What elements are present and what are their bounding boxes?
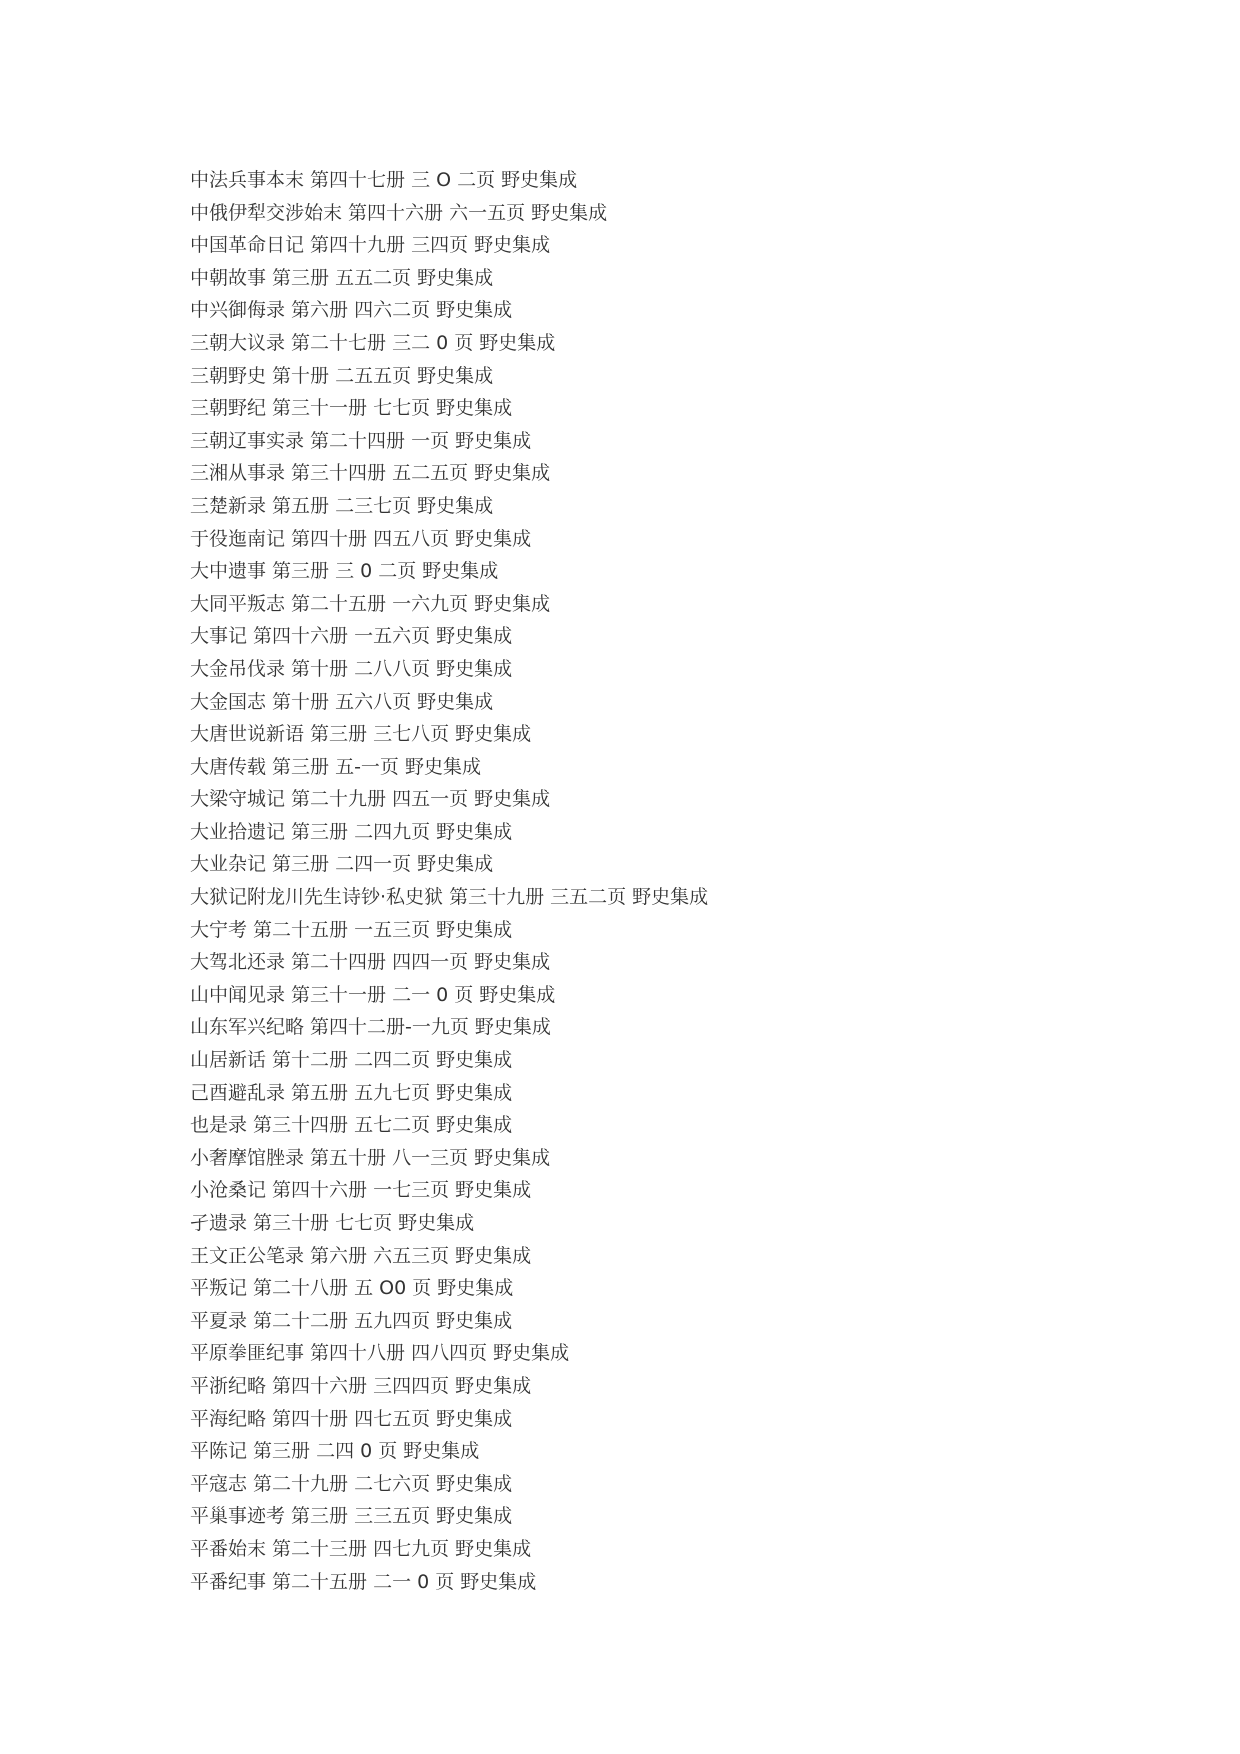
list-item: 三朝辽事实录 第二十四册 一页 野史集成 bbox=[190, 429, 532, 452]
list-item: 平寇志 第二十九册 二七六页 野史集成 bbox=[190, 1472, 513, 1495]
list-item: 大唐世说新语 第三册 三七八页 野史集成 bbox=[190, 723, 532, 746]
list-item: 三朝大议录 第二十七册 三二 0 页 野史集成 bbox=[190, 331, 556, 354]
list-item: 大中遗事 第三册 三 0 二页 野史集成 bbox=[190, 560, 499, 583]
entry-list bbox=[190, 164, 1190, 1598]
list-item: 大金吊伐录 第十册 二八八页 野史集成 bbox=[190, 657, 513, 680]
list-item: 于役迤南记 第四十册 四五八页 野史集成 bbox=[190, 527, 532, 550]
list-item: 大梁守城记 第二十九册 四五一页 野史集成 bbox=[190, 788, 551, 811]
list-item: 王文正公笔录 第六册 六五三页 野史集成 bbox=[190, 1244, 532, 1267]
list-item: 大宁考 第二十五册 一五三页 野史集成 bbox=[190, 918, 513, 941]
list-item: 三朝野纪 第三十一册 七七页 野史集成 bbox=[190, 397, 513, 420]
list-item: 平叛记 第二十八册 五 O0 页 野史集成 bbox=[190, 1277, 514, 1300]
list-item: 中兴御侮录 第六册 四六二页 野史集成 bbox=[190, 299, 513, 322]
list-item: 三朝野史 第十册 二五五页 野史集成 bbox=[190, 364, 494, 387]
list-item: 平浙纪略 第四十六册 三四四页 野史集成 bbox=[190, 1374, 532, 1397]
list-item: 平巢事迹考 第三册 三三五页 野史集成 bbox=[190, 1505, 513, 1528]
list-item: 大唐传载 第三册 五-一页 野史集成 bbox=[190, 755, 481, 778]
list-item: 平原拳匪纪事 第四十八册 四八四页 野史集成 bbox=[190, 1342, 570, 1365]
list-item: 三湘从事录 第三十四册 五二五页 野史集成 bbox=[190, 462, 551, 485]
list-item: 中朝故事 第三册 五五二页 野史集成 bbox=[190, 266, 494, 289]
list-item: 三楚新录 第五册 二三七页 野史集成 bbox=[190, 494, 494, 517]
list-item: 平夏录 第二十二册 五九四页 野史集成 bbox=[190, 1309, 513, 1332]
list-item: 中国革命日记 第四十九册 三四页 野史集成 bbox=[190, 234, 551, 257]
list-item: 大狱记附龙川先生诗钞·私史狱 第三十九册 三五二页 野史集成 bbox=[190, 886, 709, 909]
list-item: 中法兵事本末 第四十七册 三 O 二页 野史集成 bbox=[190, 169, 578, 191]
list-item: 大业杂记 第三册 二四一页 野史集成 bbox=[190, 853, 494, 876]
list-item: 山东军兴纪略 第四十二册-一九页 野史集成 bbox=[190, 1016, 551, 1039]
list-item: 小沧桑记 第四十六册 一七三页 野史集成 bbox=[190, 1179, 532, 1202]
list-item: 孑遗录 第三十册 七七页 野史集成 bbox=[190, 1212, 475, 1234]
list-item: 大驾北还录 第二十四册 四四一页 野史集成 bbox=[190, 951, 551, 974]
list-item: 也是录 第三十四册 五七二页 野史集成 bbox=[190, 1114, 513, 1137]
list-item: 小奢摩馆脞录 第五十册 八一三页 野史集成 bbox=[190, 1146, 551, 1169]
list-item: 山中闻见录 第三十一册 二一 0 页 野史集成 bbox=[190, 983, 556, 1006]
list-item: 平番始末 第二十三册 四七九页 野史集成 bbox=[190, 1537, 532, 1560]
list-item: 己酉避乱录 第五册 五九七页 野史集成 bbox=[190, 1081, 513, 1104]
list-item: 平番纪事 第二十五册 二一 0 页 野史集成 bbox=[190, 1570, 537, 1593]
list-item: 大事记 第四十六册 一五六页 野史集成 bbox=[190, 625, 513, 648]
list-item: 大金国志 第十册 五六八页 野史集成 bbox=[190, 690, 494, 713]
list-item: 大同平叛志 第二十五册 一六九页 野史集成 bbox=[190, 592, 551, 615]
list-item: 中俄伊犁交涉始末 第四十六册 六一五页 野史集成 bbox=[190, 201, 608, 224]
list-item: 大业拾遗记 第三册 二四九页 野史集成 bbox=[190, 820, 513, 843]
list-item: 平海纪略 第四十册 四七五页 野史集成 bbox=[190, 1407, 513, 1430]
list-item: 山居新话 第十二册 二四二页 野史集成 bbox=[190, 1049, 513, 1072]
document-page bbox=[190, 164, 1190, 1598]
list-item: 平陈记 第三册 二四 0 页 野史集成 bbox=[190, 1440, 480, 1463]
